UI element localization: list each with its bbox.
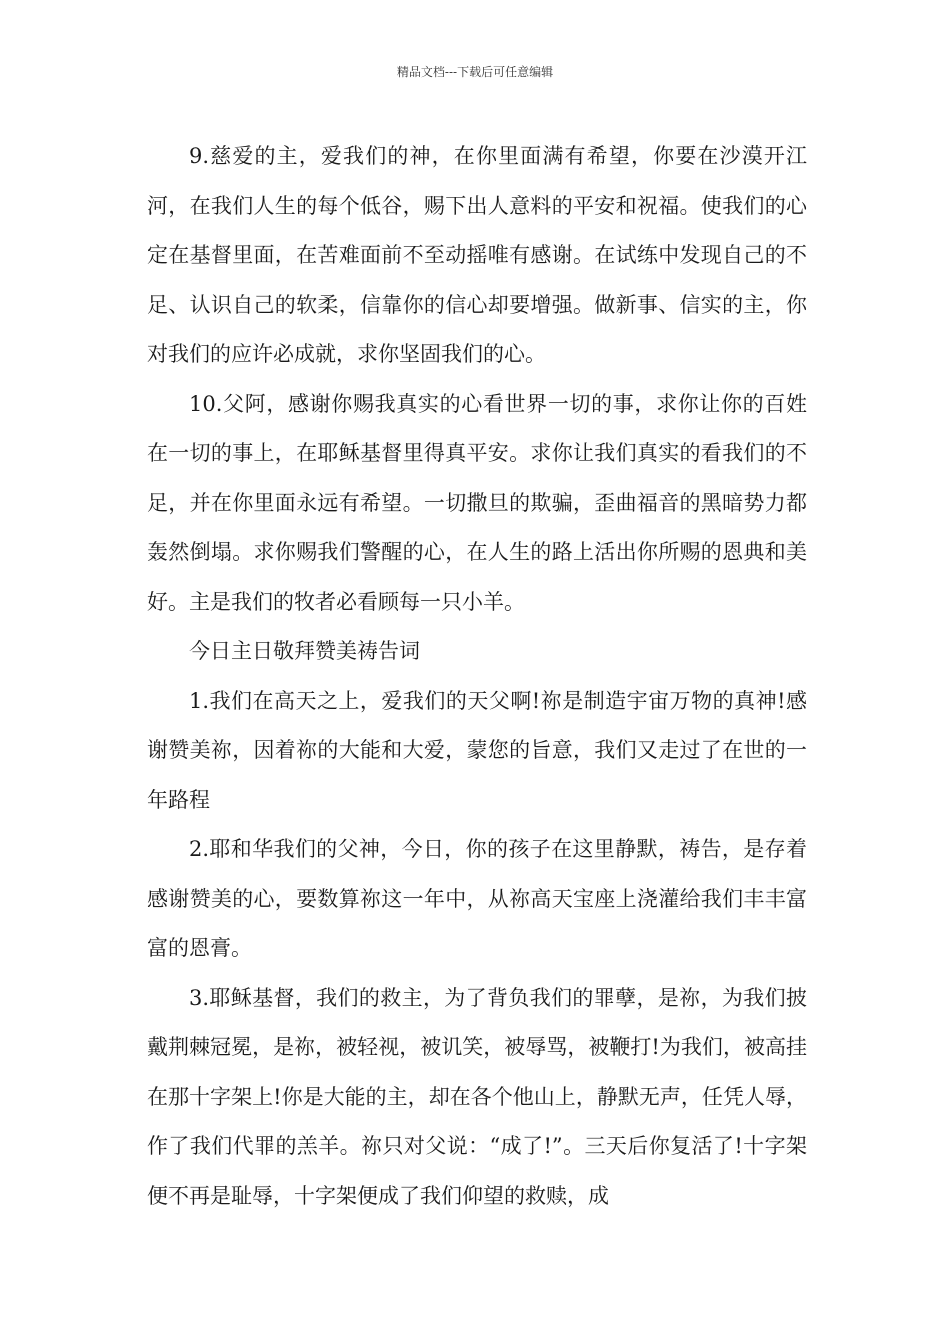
section-title: 今日主日敬拜赞美祷告词 <box>189 639 420 663</box>
paragraph-9: 9.慈爱的主，爱我们的神，在你里面满有希望，你要在沙漠开江河，在我们人生的每个低谷，赐下出人意料的平安和祝福。使我们的心定在基督里面，在苦难面前不至动摇唯有感谢。在试练中发现自己的不足、认识自己的软柔，信靠你的信心却要增强。做新事、信实的主，你对我们的应许必成就，求你坚固我们的心。 <box>147 144 807 366</box>
paragraph-2: 2.耶和华我们的父神，今日，你的孩子在这里静默，祷告，是存着感谢赞美的心，要数算祢这一年中，从祢高天宝座上浇灌给我们丰丰富富的恩膏。 <box>147 837 807 960</box>
document-body <box>147 132 807 1221</box>
paragraph-3: 3.耶稣基督，我们的救主，为了背负我们的罪孽，是祢，为我们披戴荆棘冠冕，是祢，被轻视，被讥笑，被辱骂，被鞭打!为我们，被高挂在那十字架上!你是大能的主，却在各个他山上，静默无声，任凭人辱，作了我们代罪的羔羊。祢只对父说：“成了!”。三天后你复活了!十字架便不再是耻辱，十字架便成了我们仰望的救赎，成 <box>147 985 807 1208</box>
paragraph-10: 10.父阿，感谢你赐我真实的心看世界一切的事，求你让你的百姓在一切的事上，在耶稣基督里得真平安。求你让我们真实的看我们的不足，并在你里面永远有希望。一切撒旦的欺骗，歪曲福音的黑暗势力都轰然倒塌。求你赐我们警醒的心，在人生的路上活出你所赐的恩典和美好。主是我们的牧者必看顾每一只小羊。 <box>147 391 807 614</box>
paragraph-1: 1.我们在高天之上，爱我们的天父啊!祢是制造宇宙万物的真神!感谢赞美祢，因着祢的大能和大爱，蒙您的旨意，我们又走过了在世的一年路程 <box>147 688 807 812</box>
page-header: 精品文档---下载后可任意编辑 <box>396 65 554 79</box>
